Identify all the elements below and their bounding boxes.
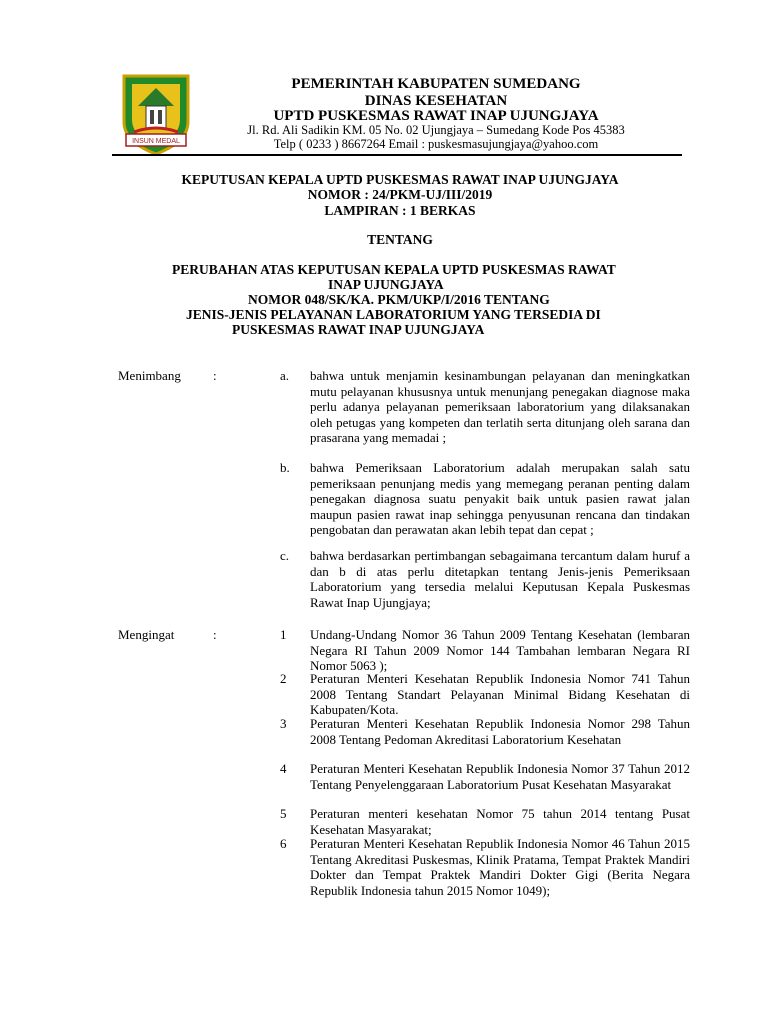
decree-attachment: LAMPIRAN : 1 BERKAS bbox=[324, 203, 476, 218]
item-marker: a. bbox=[280, 368, 290, 383]
letterhead-government: PEMERINTAH KABUPATEN SUMEDANG bbox=[291, 76, 581, 92]
subject-line-4: JENIS-JENIS PELAYANAN LABORATORIUM YANG TERSEDIA DI bbox=[186, 307, 601, 322]
item-text: Undang-Undang Nomor 36 Tahun 2009 Tentang Kesehatan (lembaran Negara RI Tahun 2009 Nomor 144 Tambahan lembaran Negara RI Nomor 5063 ); bbox=[310, 627, 690, 673]
item-marker: 3 bbox=[280, 716, 287, 731]
subject-line-2: INAP UJUNGJAYA bbox=[328, 277, 444, 292]
item-text: bahwa berdasarkan pertimbangan sebagaimana tercantum dalam huruf a dan b di atas perlu ditetapkan tentang Jenis-jenis Pemeriksaan Laboratorium yang tersedia melalui Keputusan Kepala Puskesmas Rawat Inap Ujungjaya; bbox=[310, 548, 690, 610]
item-text: Peraturan Menteri Kesehatan Republik Indonesia Nomor 37 Tahun 2012 Tentang Penyelenggaraan Laboratorium Pusat Kesehatan Masyarakat bbox=[310, 761, 690, 792]
decree-tentang: TENTANG bbox=[367, 232, 433, 247]
subject-line-3: NOMOR 048/SK/KA. PKM/UKP/I/2016 TENTANG bbox=[248, 292, 550, 307]
decree-title: KEPUTUSAN KEPALA UPTD PUSKESMAS RAWAT INAP UJUNGJAYA bbox=[181, 172, 619, 187]
item-marker: 5 bbox=[280, 806, 287, 821]
subject-line-1: PERUBAHAN ATAS KEPUTUSAN KEPALA UPTD PUSKESMAS RAWAT bbox=[172, 262, 616, 277]
letterhead-contact: Telp ( 0233 ) 8667264 Email : puskesmasujungjaya@yahoo.com bbox=[273, 137, 599, 151]
letterhead-agency: DINAS KESEHATAN bbox=[364, 93, 508, 109]
item-marker: b. bbox=[280, 460, 290, 475]
item-marker: 6 bbox=[280, 836, 287, 851]
item-text: Peraturan Menteri Kesehatan Republik Indonesia Nomor 741 Tahun 2008 Tentang Standart Pelayanan Minimal Bidang Kesehatan di Kabupaten/Kota. bbox=[310, 671, 690, 717]
logo-banner-text: INSUN MEDAL bbox=[132, 138, 180, 145]
menimbang-label: Menimbang bbox=[118, 368, 181, 383]
mengingat-colon: : bbox=[213, 627, 217, 642]
menimbang-colon: : bbox=[213, 368, 217, 383]
letterhead-divider bbox=[112, 154, 682, 156]
mengingat-label: Mengingat bbox=[118, 627, 175, 642]
item-marker: 2 bbox=[280, 671, 287, 686]
item-marker: 4 bbox=[280, 761, 287, 776]
item-text: Peraturan Menteri Kesehatan Republik Indonesia Nomor 46 Tahun 2015 Tentang Akreditasi Puskesmas, Klinik Pratama, Tempat Praktek Mandiri Dokter dan Tempat Praktek Mandiri Dokter Gigi (Berita Negara Republik Indonesia tahun 2015 Nomor 1049); bbox=[310, 836, 690, 898]
item-text: bahwa untuk menjamin kesinambungan pelayanan dan meningkatkan mutu pelayanan khususnya untuk menunjang penegakan diagnose maka perlu adanya pelayanan pemeriksaan laboratorium yang dilaksanakan oleh petugas yang kompeten dan terlatih serta ditunjang oleh sarana dan prasarana yang memadai ; bbox=[310, 368, 690, 445]
decree-number: NOMOR : 24/PKM-UJ/III/2019 bbox=[307, 187, 493, 202]
item-marker: 1 bbox=[280, 627, 287, 642]
item-text: Peraturan Menteri Kesehatan Republik Indonesia Nomor 298 Tahun 2008 Tentang Pedoman Akreditasi Laboratorium Kesehatan bbox=[310, 716, 690, 747]
sumedang-crest-logo bbox=[116, 72, 196, 158]
item-text: bahwa Pemeriksaan Laboratorium adalah merupakan salah satu pemeriksaan penunjang medis yang memegang peranan penting dalam penegakan diagnosa suatu penyakit baik untuk pasien rawat jalan maupun pasien rawat inap sehingga penyusunan rencana dan tindakan pengobatan dan perawatan akan lebih tepat dan cepat ; bbox=[310, 460, 690, 537]
letterhead-address: Jl. Rd. Ali Sadikin KM. 05 No. 02 Ujungjaya – Sumedang Kode Pos 45383 bbox=[247, 123, 625, 137]
subject-line-5: PUSKESMAS RAWAT INAP UJUNGJAYA bbox=[232, 322, 485, 337]
item-marker: c. bbox=[280, 548, 290, 563]
letterhead-unit: UPTD PUSKESMAS RAWAT INAP UJUNGJAYA bbox=[273, 108, 599, 124]
item-text: Peraturan menteri kesehatan Nomor 75 tahun 2014 tentang Pusat Kesehatan Masyarakat; bbox=[310, 806, 690, 837]
